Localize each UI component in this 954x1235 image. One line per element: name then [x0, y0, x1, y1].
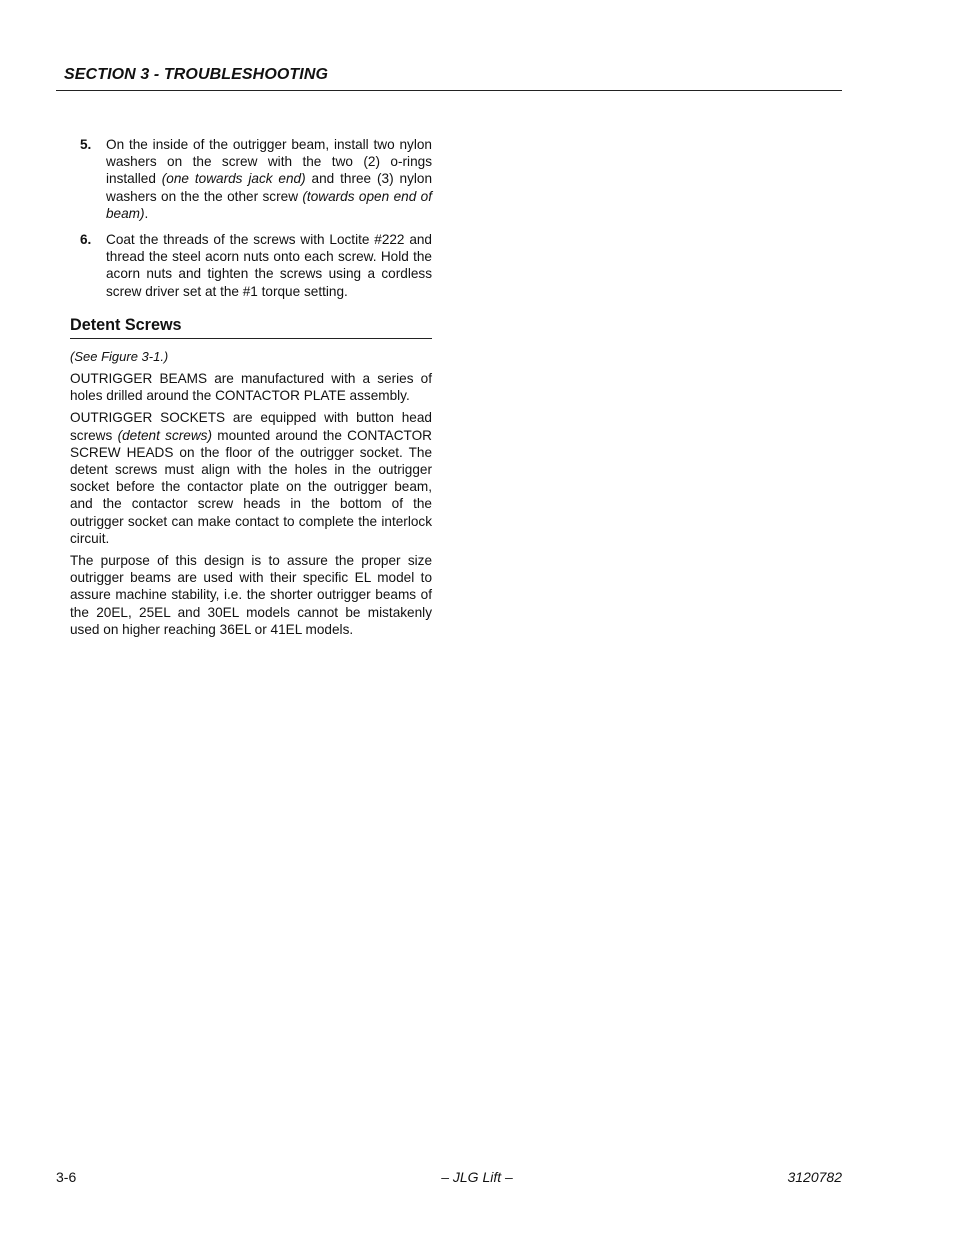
step-text-segment: and three (3) nylon washers on the the other screw [106, 171, 433, 204]
paragraph-purpose: The purpose of this design is to assure the proper size outrigger beams are used with their specific EL model to assure machine stability, i.e. the shorter outrigger beams of the 20EL, 25EL and 30EL models cannot be mistakenly used on higher reaching 36EL or 41EL models. [70, 553, 432, 637]
footer-page-number: 3-6 [56, 1169, 77, 1185]
step-5 [70, 136, 432, 222]
paragraph-sockets-italic: (detent screws) [117, 427, 212, 443]
step-text-segment: . [144, 205, 149, 221]
page-header [56, 64, 842, 91]
paragraph-beams: OUTRIGGER BEAMS are manufactured with a series of holes drilled around the CONTACTOR PLATE assembly. [70, 371, 432, 404]
detent-screws-heading: Detent Screws [70, 315, 432, 339]
step-text-segment-italic: (one towards jack end) [161, 171, 306, 187]
paragraph-sockets [70, 409, 432, 547]
figure-reference: (See Figure 3-1.) [70, 348, 169, 364]
step-number: 5. [80, 137, 92, 152]
paragraph-sockets-text: OUTRIGGER SOCKETS are equipped with button head screws [70, 410, 432, 443]
step-text-segment: Coat the threads of the screws with Loctite #222 and thread the steel acorn nuts onto each screw. Hold the acorn nuts and tighten the screws using a cordless screw driver set at the #1 torque setting. [106, 232, 432, 299]
step-number: 6. [80, 232, 92, 248]
paragraph-sockets-text: mounted around the CONTACTOR SCREW HEADS on the floor of the outrigger socket. The detent screws must align with the holes in the outrigger socket before the contactor plate on the outrigger beam, and the contactor screw heads in the bottom of the outrigger socket can make contact to complete the interlock circuit. [70, 427, 433, 546]
step-text-segment: On the inside of the outrigger beam, install two nylon washers on the screw with the two (2) o-rings installed [106, 137, 432, 187]
content-column [70, 136, 432, 638]
footer-doc-number: 3120782 [787, 1169, 842, 1185]
step-text-segment-italic: (towards open end of beam) [106, 188, 432, 221]
footer-center-title: – JLG Lift – [441, 1169, 513, 1185]
step-6 [70, 231, 432, 300]
section-title: SECTION 3 - TROUBLESHOOTING [64, 66, 329, 83]
